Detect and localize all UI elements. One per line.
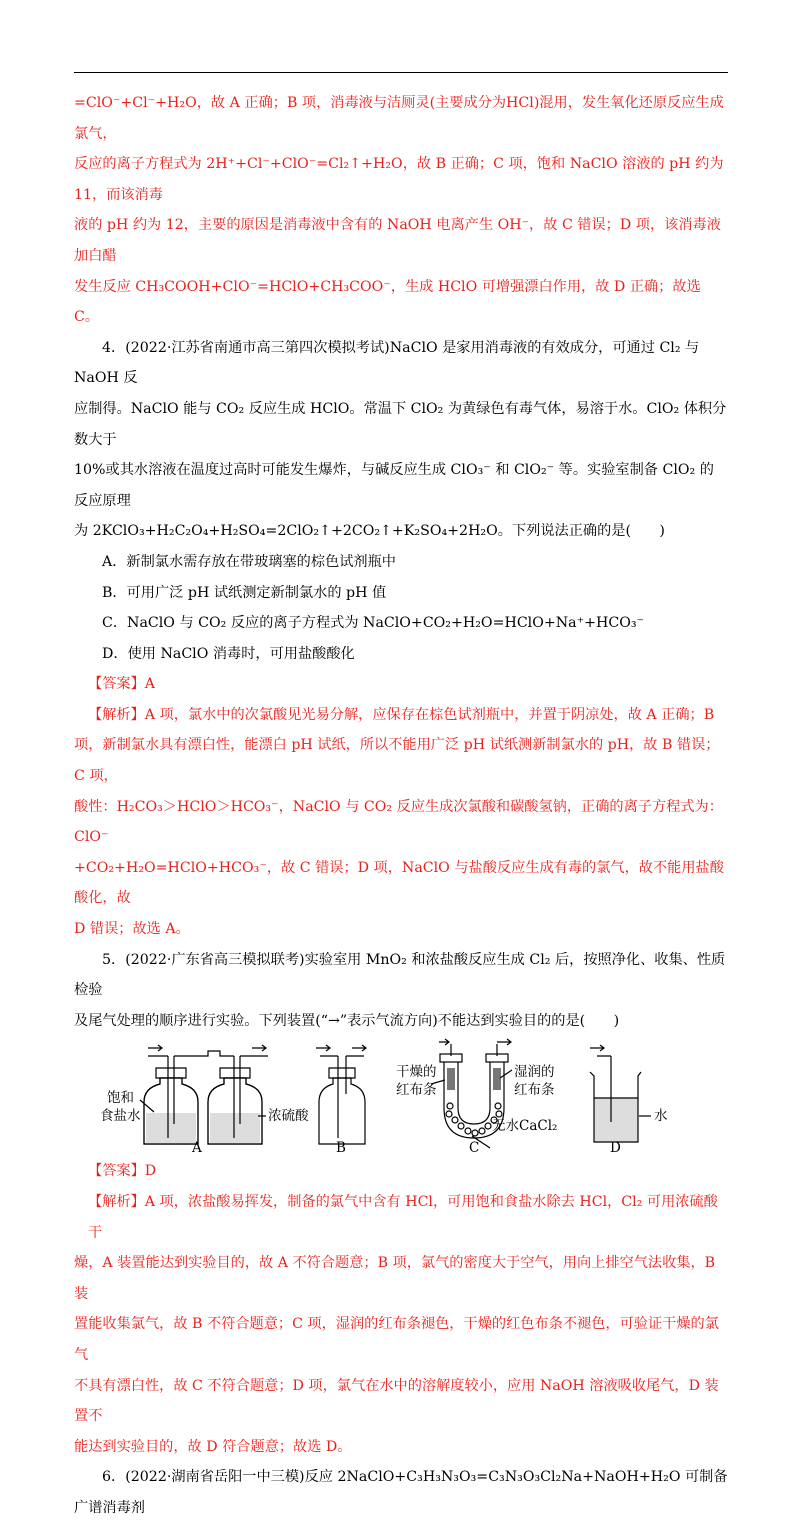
caption-c: C bbox=[469, 1140, 480, 1157]
apparatus-a bbox=[144, 1045, 268, 1144]
question-stem: 6．(2022·湖南省岳阳一中三模)反应 2NaClO+C₃H₃N₃O₃=C₃N₃O₃Cl₂Na+NaOH+H₂O 可制备广谱消毒剂 bbox=[74, 1469, 728, 1516]
answer-label: 【答案】A bbox=[88, 676, 155, 693]
header-rule bbox=[74, 72, 728, 73]
question-5 bbox=[74, 945, 728, 1463]
text-line: 液的 pH 约为 12，主要的原因是消毒液中含有的 NaOH 电离产生 OH⁻，故 C 错误；D 项，该消毒液加白醋 bbox=[74, 217, 721, 264]
label-cacl2: 无水CaCl₂ bbox=[492, 1118, 558, 1135]
text-line: 【解析】A 项，浓盐酸易挥发，制备的氯气中含有 HCl，可用饱和食盐水除去 HCl，Cl₂ 可用浓硫酸干 bbox=[88, 1194, 718, 1241]
text-line: D 错误；故选 A。 bbox=[74, 921, 190, 938]
text-line: 酸性：H₂CO₃＞HClO＞HCO₃⁻，NaClO 与 CO₂ 反应生成次氯酸和碳酸氢钠，正确的离子方程式为：ClO⁻ bbox=[74, 798, 723, 846]
text-line: 反应的离子方程式为 2H⁺+Cl⁻+ClO⁻=Cl₂↑+H₂O，故 B 正确；C 项，饱和 NaClO 溶液的 pH 约为 11，而该消毒 bbox=[74, 156, 724, 203]
label-red-cloth-dry: 红布条 bbox=[396, 1082, 437, 1099]
explanation bbox=[74, 700, 728, 945]
question-stem: 5．(2022·广东省高三模拟联考)实验室用 MnO₂ 和浓盐酸反应生成 Cl₂ 后，按照净化、收集、性质检验 bbox=[74, 951, 726, 999]
question-stem: 4．(2022·江苏省南通市高三第四次模拟考试)NaClO 是家用消毒液的有效成分，可通过 Cl₂ 与 NaOH 反 bbox=[74, 339, 700, 387]
apparatus-d bbox=[590, 1045, 641, 1142]
question-stem: 及尾气处理的顺序进行实验。下列装置(“→”表示气流方向)不能达到实验目的的是( ) bbox=[74, 1012, 620, 1029]
option-c: C．NaClO 与 CO₂ 反应的离子方程式为 NaClO+CO₂+H₂O=HClO+Na⁺+HCO₃⁻ bbox=[102, 615, 645, 632]
option-a: A．新制氯水需存放在带玻璃塞的棕色试剂瓶中 bbox=[102, 553, 396, 570]
label-dry: 干燥的 bbox=[396, 1064, 437, 1081]
label-sulfuric-acid: 浓硫酸 bbox=[268, 1108, 309, 1125]
page-body bbox=[74, 88, 728, 1524]
text-line: =ClO⁻+Cl⁻+H₂O，故 A 正确；B 项，消毒液与洁厕灵(主要成分为HCl)混用，发生氧化还原反应生成氯气， bbox=[74, 95, 724, 142]
label-saturated: 饱和 bbox=[107, 1090, 134, 1107]
question-stem: 为 2KClO₃+H₂C₂O₄+H₂SO₄=2ClO₂↑+2CO₂↑+K₂SO₄+2H₂O。下列说法正确的是( ) bbox=[74, 523, 665, 540]
previous-explanation-continuation bbox=[74, 88, 728, 333]
label-moist: 湿润的 bbox=[514, 1064, 555, 1081]
caption-b: B bbox=[336, 1140, 346, 1157]
option-d: D．使用 NaClO 消毒时，可用盐酸酸化 bbox=[102, 645, 355, 662]
caption-d: D bbox=[610, 1140, 621, 1157]
text-line: 不具有漂白性，故 C 不符合题意；D 项，氯气在水中的溶解度较小，应用 NaOH 溶液吸收尾气，D 装置不 bbox=[74, 1377, 719, 1425]
answer-label: 【答案】D bbox=[88, 1163, 157, 1180]
text-line: 能达到实验目的，故 D 符合题意；故选 D。 bbox=[74, 1438, 352, 1455]
question-4 bbox=[74, 333, 728, 945]
label-red-cloth-moist: 红布条 bbox=[514, 1082, 555, 1099]
text-line: 【解析】A 项，氯水中的次氯酸见光易分解，应保存在棕色试剂瓶中，并置于阴凉处，故 A 正确；B bbox=[88, 706, 715, 723]
caption-a: A bbox=[192, 1140, 202, 1157]
label-water: 水 bbox=[654, 1108, 668, 1125]
apparatus-figure bbox=[74, 1038, 728, 1156]
question-stem: 应制得。NaClO 能与 CO₂ 反应生成 HClO。常温下 ClO₂ 为黄绿色有毒气体，易溶于水。ClO₂ 体积分数大于 bbox=[74, 400, 727, 448]
text-line: 项，新制氯水具有漂白性，能漂白 pH 试纸，所以不能用广泛 pH 试纸测新制氯水的 pH，故 B 错误；C 项， bbox=[74, 737, 720, 785]
text-line: +CO₂+H₂O=HClO+HCO₃⁻，故 C 错误；D 项，NaClO 与盐酸反应生成有毒的氯气，故不能用盐酸酸化，故 bbox=[74, 859, 724, 907]
apparatus-b bbox=[316, 1045, 366, 1144]
option-b: B．可用广泛 pH 试纸测定新制氯水的 pH 值 bbox=[102, 584, 387, 601]
text-line: 发生反应 CH₃COOH+ClO⁻=HClO+CH₃COO⁻，生成 HClO 可增强漂白作用，故 D 正确；故选 C。 bbox=[74, 278, 701, 326]
text-line: 置能收集氯气，故 B 不符合题意；C 项，湿润的红布条褪色，干燥的红色布条不褪色，可验证干燥的氯气 bbox=[74, 1316, 719, 1363]
question-6 bbox=[74, 1462, 728, 1523]
text-line: 燥，A 装置能达到实验目的，故 A 不符合题意；B 项，氯气的密度大于空气，用向上排空气法收集，B 装 bbox=[74, 1255, 716, 1302]
question-stem: 10%或其水溶液在温度过高时可能发生爆炸，与碱反应生成 ClO₃⁻ 和 ClO₂⁻ 等。实验室制备 ClO₂ 的反应原理 bbox=[74, 462, 714, 509]
explanation bbox=[74, 1187, 728, 1462]
label-brine: 食盐水 bbox=[100, 1108, 141, 1125]
